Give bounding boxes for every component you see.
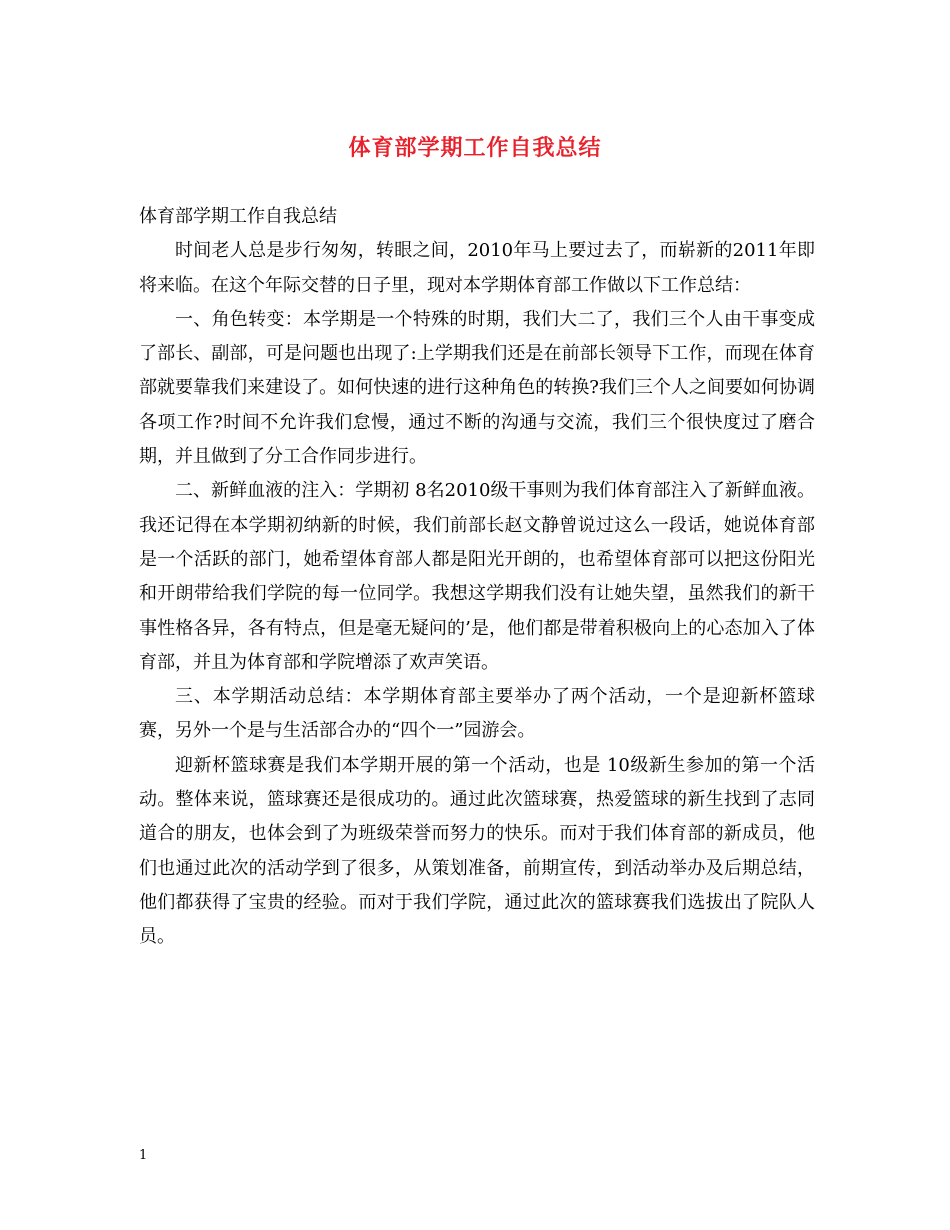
paragraph-basketball: 迎新杯篮球赛是我们本学期开展的第一个活动，也是 10级新生参加的第一个活动。整体来说，篮球赛还是很成功的。通过此次篮球赛，热爱篮球的新生找到了志同道合的朋友，也体会到了为班级荣誉而努力的快乐。而对于我们体育部的新成员，他们也通过此次的活动学到了很多，从策划准备，前期宣传，到活动举办及后期总结，他们都获得了宝贵的经验。而对于我们学院，通过此次的篮球赛我们选拔出了院队人员。 bbox=[139, 754, 815, 948]
document-subtitle: 体育部学期工作自我总结 bbox=[139, 206, 337, 227]
paragraph-activities-summary: 三、本学期活动总结：本学期体育部主要举办了两个活动，一个是迎新杯篮球赛，另外一个是与生活部合办的“四个一”园游会。 bbox=[139, 686, 815, 742]
page-number: 1 bbox=[139, 1148, 148, 1163]
paragraph-new-members: 二、新鲜血液的注入：学期初 8名2010级干事则为我们体育部注入了新鲜血液。我还记得在本学期初纳新的时候，我们前部长赵文静曾说过这么一段话，她说体育部是一个活跃的部门，她希望体育部人都是阳光开朗的，也希望体育部可以把这份阳光和开朗带给我们学院的每一位同学。我想这学期我们没有让她失望，虽然我们的新干事性格各异，各有特点，但是毫无疑问的’是，他们都是带着积极向上的心态加入了体育部，并且为体育部和学院增添了欢声笑语。 bbox=[139, 480, 815, 673]
document-body bbox=[139, 200, 815, 955]
document-title: 体育部学期工作自我总结 bbox=[348, 135, 602, 161]
paragraph-role-change: 一、角色转变：本学期是一个特殊的时期，我们大二了，我们三个人由干事变成了部长、副部，可是问题也出现了:上学期我们还是在前部长领导下工作，而现在体育部就要靠我们来建设了。如何快速的进行这种角色的转换?我们三个人之间要如何协调各项工作?时间不允许我们怠慢，通过不断的沟通与交流，我们三个很快度过了磨合期，并且做到了分工合作同步进行。 bbox=[139, 308, 815, 468]
paragraph-intro: 时间老人总是步行匆匆，转眼之间，2010年马上要过去了，而崭新的2011年即将来临。在这个年际交替的日子里，现对本学期体育部工作做以下工作总结： bbox=[139, 240, 815, 296]
